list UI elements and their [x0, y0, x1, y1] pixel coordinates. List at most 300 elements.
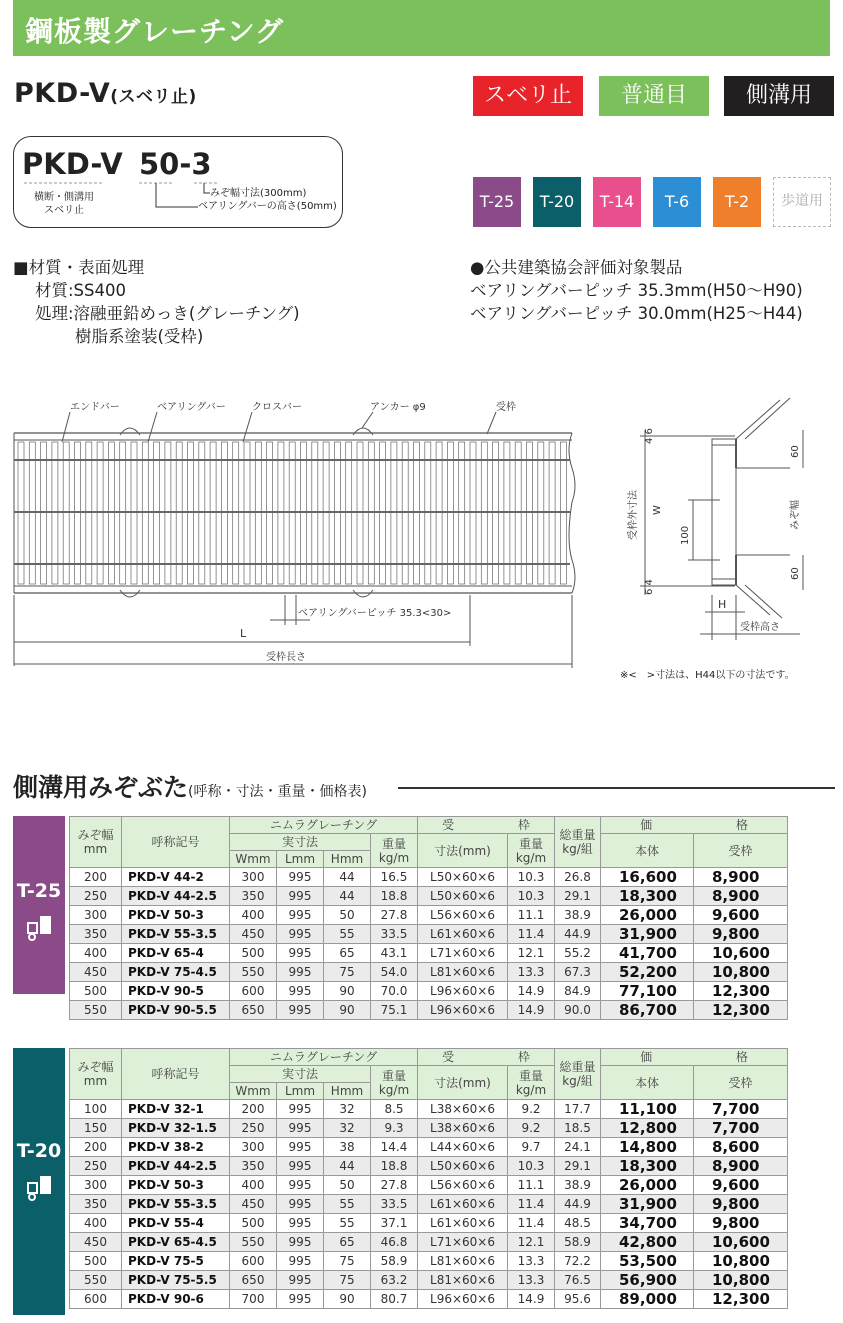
col-total: 総重量 kg/組: [555, 817, 601, 868]
table-cell: 50: [324, 1176, 371, 1195]
table-cell: L96×60×6: [418, 982, 508, 1001]
table-cell: 42,800: [601, 1233, 694, 1252]
table-cell: 8,900: [694, 868, 788, 887]
table-cell: PKD-V 55-3.5: [122, 925, 230, 944]
table-cell: 31,900: [601, 925, 694, 944]
table-cell: 41,700: [601, 944, 694, 963]
table-cell: 9.2: [508, 1119, 555, 1138]
col-code: 呼称記号: [122, 1049, 230, 1100]
label-frame: 受枠: [496, 402, 516, 413]
table-cell: 9,800: [694, 925, 788, 944]
table-cell: 995: [277, 1195, 324, 1214]
material-line: 材質:SS400: [35, 281, 126, 300]
table-cell: PKD-V 32-1: [122, 1100, 230, 1119]
table-row: [70, 925, 788, 944]
table-cell: 500: [70, 982, 122, 1001]
table-cell: 33.5: [371, 925, 418, 944]
table-cell: 550: [230, 963, 277, 982]
table-cell: 995: [277, 906, 324, 925]
section-title-main: 側溝用みぞぶた: [13, 773, 189, 802]
label-outer: 受枠外寸法: [628, 490, 639, 540]
table-cell: 27.8: [371, 906, 418, 925]
table-cell: 11.4: [508, 925, 555, 944]
t25-price-table: [69, 816, 788, 1020]
table-cell: 300: [70, 1176, 122, 1195]
table-cell: 550: [230, 1233, 277, 1252]
table-row: [70, 1138, 788, 1157]
col-price: 価 格: [601, 817, 788, 834]
table-cell: 10.3: [508, 887, 555, 906]
table-cell: 46.8: [371, 1233, 418, 1252]
code-leader-lines: [14, 137, 344, 229]
table-cell: 400: [230, 906, 277, 925]
table-cell: 600: [70, 1290, 122, 1309]
col-grating: ニムラグレーチング: [230, 1049, 418, 1066]
table-cell: 9,800: [694, 1195, 788, 1214]
label-frame-length: 受枠長さ: [266, 652, 306, 663]
table-cell: L38×60×6: [418, 1100, 508, 1119]
model-sub: (スベリ止): [110, 87, 197, 107]
table-cell: 86,700: [601, 1001, 694, 1020]
table-cell: 75: [324, 1252, 371, 1271]
col-body-price: 本体: [601, 1066, 694, 1100]
table-cell: 10,600: [694, 944, 788, 963]
col-weight: 重量 kg/m: [371, 834, 418, 868]
dim-46: 4 6: [644, 428, 655, 444]
table-cell: 84.9: [555, 982, 601, 1001]
table-cell: 400: [70, 1214, 122, 1233]
table-cell: 400: [230, 1176, 277, 1195]
table-cell: 995: [277, 1176, 324, 1195]
table-row: [70, 1176, 788, 1195]
table-cell: 53,500: [601, 1252, 694, 1271]
table-cell: 27.8: [371, 1176, 418, 1195]
table-cell: L96×60×6: [418, 1001, 508, 1020]
table-row: [70, 1271, 788, 1290]
table-cell: 48.5: [555, 1214, 601, 1233]
table-cell: 12.1: [508, 944, 555, 963]
table-cell: 9.3: [371, 1119, 418, 1138]
col-frame-weight: 重量 kg/m: [508, 834, 555, 868]
code-explanation-box: [13, 136, 343, 228]
table-cell: PKD-V 90-6: [122, 1290, 230, 1309]
table-cell: 50: [324, 906, 371, 925]
table-cell: 77,100: [601, 982, 694, 1001]
table-cell: 16.5: [371, 868, 418, 887]
table-cell: 65: [324, 1233, 371, 1252]
table-row: [70, 1001, 788, 1020]
table-cell: L44×60×6: [418, 1138, 508, 1157]
load-t6: T-6: [653, 177, 701, 227]
col-grating: ニムラグレーチング: [230, 817, 418, 834]
table-cell: 13.3: [508, 1271, 555, 1290]
table-cell: 90: [324, 1001, 371, 1020]
table-cell: 10,800: [694, 1271, 788, 1290]
table-cell: 650: [230, 1271, 277, 1290]
table-cell: L81×60×6: [418, 963, 508, 982]
table-cell: PKD-V 90-5: [122, 982, 230, 1001]
load-t14: T-14: [593, 177, 641, 227]
truck-icon: [27, 916, 51, 940]
table-cell: 450: [230, 925, 277, 944]
col-l: Lmm: [277, 1083, 324, 1100]
table-cell: 200: [70, 1138, 122, 1157]
dim-60-bottom: 60: [790, 567, 801, 580]
table-cell: 995: [277, 868, 324, 887]
table-cell: 350: [230, 1157, 277, 1176]
table-cell: 10,800: [694, 963, 788, 982]
col-dims: 寸法(mm): [418, 834, 508, 868]
table-cell: L96×60×6: [418, 1290, 508, 1309]
table-cell: 450: [70, 963, 122, 982]
dim-100: 100: [680, 525, 691, 545]
table-cell: 24.1: [555, 1138, 601, 1157]
table-row: [70, 963, 788, 982]
table-cell: 10.3: [508, 868, 555, 887]
table-cell: 29.1: [555, 887, 601, 906]
table-cell: L50×60×6: [418, 1157, 508, 1176]
table-row: [70, 868, 788, 887]
table-cell: 14.9: [508, 1290, 555, 1309]
tag-standard-mesh: [599, 76, 709, 116]
treatment-line: 処理:溶融亜鉛めっき(グレーチング): [35, 304, 300, 323]
table-cell: PKD-V 38-2: [122, 1138, 230, 1157]
col-dims: 寸法(mm): [418, 1066, 508, 1100]
table-cell: 44: [324, 868, 371, 887]
table-cell: 8,900: [694, 1157, 788, 1176]
table-cell: 14.4: [371, 1138, 418, 1157]
table-cell: 700: [230, 1290, 277, 1309]
table-cell: 11.4: [508, 1214, 555, 1233]
table-cell: 18.5: [555, 1119, 601, 1138]
table-cell: 300: [230, 1138, 277, 1157]
model-name: PKD-V: [14, 78, 111, 109]
table-cell: PKD-V 44-2.5: [122, 1157, 230, 1176]
label-W: W: [652, 505, 663, 515]
table-cell: PKD-V 75-4.5: [122, 963, 230, 982]
table-cell: 150: [70, 1119, 122, 1138]
table-cell: 350: [70, 1195, 122, 1214]
col-groove: みぞ幅 mm: [70, 1049, 122, 1100]
table-cell: 16,600: [601, 868, 694, 887]
table-cell: 995: [277, 1233, 324, 1252]
col-groove: みぞ幅 mm: [70, 817, 122, 868]
table-cell: 54.0: [371, 963, 418, 982]
table-cell: 14.9: [508, 1001, 555, 1020]
table-cell: 12,800: [601, 1119, 694, 1138]
table-cell: 55: [324, 1214, 371, 1233]
col-price: 価 格: [601, 1049, 788, 1066]
certification-section: [470, 256, 803, 325]
technical-drawing: [0, 390, 843, 670]
col-body-price: 本体: [601, 834, 694, 868]
table-cell: 76.5: [555, 1271, 601, 1290]
table-cell: 400: [70, 944, 122, 963]
table-cell: 58.9: [371, 1252, 418, 1271]
table-cell: 18,300: [601, 887, 694, 906]
table-cell: L61×60×6: [418, 1195, 508, 1214]
table-cell: 995: [277, 1001, 324, 1020]
material-section: [13, 256, 300, 348]
table-cell: 32: [324, 1100, 371, 1119]
table-cell: 75: [324, 963, 371, 982]
table-cell: 100: [70, 1100, 122, 1119]
table-cell: 11,100: [601, 1100, 694, 1119]
table-cell: 43.1: [371, 944, 418, 963]
table-cell: L71×60×6: [418, 944, 508, 963]
table-cell: 995: [277, 1119, 324, 1138]
table-cell: 995: [277, 1157, 324, 1176]
col-w: Wmm: [230, 851, 277, 868]
table-row: [70, 906, 788, 925]
table-cell: 12,300: [694, 1001, 788, 1020]
table-cell: L56×60×6: [418, 1176, 508, 1195]
label-groove-width: みぞ幅: [790, 500, 801, 530]
table-cell: 995: [277, 1214, 324, 1233]
table-cell: 11.4: [508, 1195, 555, 1214]
table-cell: 44.9: [555, 925, 601, 944]
table-cell: 17.7: [555, 1100, 601, 1119]
table-cell: PKD-V 50-3: [122, 906, 230, 925]
table-cell: 550: [70, 1001, 122, 1020]
col-actual: 実寸法: [230, 1066, 371, 1083]
table-cell: 300: [70, 906, 122, 925]
table-row: [70, 1233, 788, 1252]
table-row: [70, 1157, 788, 1176]
dimension-note: ※< >寸法は、H44以下の寸法です。: [620, 670, 795, 681]
table-cell: 80.7: [371, 1290, 418, 1309]
table-cell: 9,600: [694, 906, 788, 925]
table-cell: 12.1: [508, 1233, 555, 1252]
table-cell: PKD-V 90-5.5: [122, 1001, 230, 1020]
tag-anti-slip: [473, 76, 583, 116]
table-cell: 600: [230, 1252, 277, 1271]
table-cell: 52,200: [601, 963, 694, 982]
code-height-note: ベアリングバーの高さ(50mm): [198, 201, 337, 212]
table-cell: 12,300: [694, 1290, 788, 1309]
cert-line-2: ベアリングバーピッチ 30.0mm(H25〜H44): [470, 304, 803, 323]
table-cell: 450: [230, 1195, 277, 1214]
col-h: Hmm: [324, 851, 371, 868]
label-end-bar: エンドバー: [70, 402, 120, 413]
table-row: [70, 1290, 788, 1309]
table-row: [70, 1119, 788, 1138]
table-cell: 13.3: [508, 963, 555, 982]
table-cell: 8.5: [371, 1100, 418, 1119]
material-heading: ■材質・表面処理: [13, 258, 145, 277]
table-cell: 9,600: [694, 1176, 788, 1195]
table-cell: 26,000: [601, 906, 694, 925]
table-cell: 650: [230, 1001, 277, 1020]
label-H: H: [718, 598, 727, 611]
table-cell: 200: [70, 868, 122, 887]
load-t20: T-20: [533, 177, 581, 227]
code-width-note: みぞ幅寸法(300mm): [210, 188, 307, 199]
table-cell: 7,700: [694, 1100, 788, 1119]
table-cell: 44.9: [555, 1195, 601, 1214]
table-cell: 37.1: [371, 1214, 418, 1233]
label-pitch: ベアリングバーピッチ 35.3<30>: [298, 608, 452, 619]
table-cell: L71×60×6: [418, 1233, 508, 1252]
table-cell: 550: [70, 1271, 122, 1290]
col-frame-price: 受枠: [694, 834, 788, 868]
table-row: [70, 1214, 788, 1233]
table-cell: 34,700: [601, 1214, 694, 1233]
table-cell: 995: [277, 1138, 324, 1157]
bearing-bars: [14, 442, 570, 584]
tag-label: 側溝用: [745, 83, 812, 108]
col-l: Lmm: [277, 851, 324, 868]
table-cell: 200: [230, 1100, 277, 1119]
col-frame: 受 枠: [418, 817, 555, 834]
cert-line: ベアリングバーピッチ 35.3mm(H50〜H90): [470, 281, 803, 300]
table-cell: 67.3: [555, 963, 601, 982]
table-cell: 9,800: [694, 1214, 788, 1233]
t20-label: T-20: [16, 1140, 62, 1162]
table-cell: PKD-V 32-1.5: [122, 1119, 230, 1138]
table-row: [70, 944, 788, 963]
table-cell: 65: [324, 944, 371, 963]
t20-sidebar: [13, 1048, 65, 1315]
table-cell: 995: [277, 1290, 324, 1309]
table-cell: L81×60×6: [418, 1252, 508, 1271]
col-actual: 実寸法: [230, 834, 371, 851]
table-cell: 995: [277, 982, 324, 1001]
table-cell: L50×60×6: [418, 868, 508, 887]
table-cell: 995: [277, 944, 324, 963]
table-cell: PKD-V 75-5: [122, 1252, 230, 1271]
table-cell: 55.2: [555, 944, 601, 963]
load-t2: T-2: [713, 177, 761, 227]
table-cell: 29.1: [555, 1157, 601, 1176]
tag-label: 普通目: [620, 83, 687, 108]
table-cell: 18.8: [371, 887, 418, 906]
table-cell: 995: [277, 887, 324, 906]
t20-price-table: [69, 1048, 788, 1309]
tag-label: スベリ止: [483, 83, 572, 108]
table-cell: L50×60×6: [418, 887, 508, 906]
table-cell: PKD-V 65-4.5: [122, 1233, 230, 1252]
tag-side-ditch: [724, 76, 834, 116]
table-cell: 56,900: [601, 1271, 694, 1290]
t25-sidebar: [13, 816, 65, 994]
col-weight: 重量 kg/m: [371, 1066, 418, 1100]
table-cell: 90: [324, 982, 371, 1001]
code-size: 50-3: [139, 147, 212, 181]
table-cell: 26.8: [555, 868, 601, 887]
table-cell: 10,600: [694, 1233, 788, 1252]
table-cell: 11.1: [508, 1176, 555, 1195]
table-cell: 89,000: [601, 1290, 694, 1309]
table-cell: 18.8: [371, 1157, 418, 1176]
table-cell: 450: [70, 1233, 122, 1252]
table-cell: 72.2: [555, 1252, 601, 1271]
label-frame-height: 受枠高さ: [740, 622, 780, 633]
code-prefix: PKD-V: [22, 147, 123, 181]
table-cell: 995: [277, 1100, 324, 1119]
table-cell: 8,600: [694, 1138, 788, 1157]
table-cell: L81×60×6: [418, 1271, 508, 1290]
table-cell: 90.0: [555, 1001, 601, 1020]
table-cell: 500: [230, 944, 277, 963]
table-cell: 250: [70, 887, 122, 906]
table-cell: 600: [230, 982, 277, 1001]
table-cell: 38: [324, 1138, 371, 1157]
dim-64: 6 4: [644, 579, 655, 595]
table-cell: 12,300: [694, 982, 788, 1001]
table-cell: PKD-V 55-4: [122, 1214, 230, 1233]
table-row: [70, 1195, 788, 1214]
table-cell: 500: [70, 1252, 122, 1271]
table-cell: L38×60×6: [418, 1119, 508, 1138]
col-code: 呼称記号: [122, 817, 230, 868]
table-cell: 32: [324, 1119, 371, 1138]
table-cell: 10.3: [508, 1157, 555, 1176]
col-frame-price: 受枠: [694, 1066, 788, 1100]
table-cell: 14.9: [508, 982, 555, 1001]
table-cell: 350: [230, 887, 277, 906]
table-cell: 26,000: [601, 1176, 694, 1195]
table-cell: 58.9: [555, 1233, 601, 1252]
table-cell: 90: [324, 1290, 371, 1309]
table-cell: 11.1: [508, 906, 555, 925]
table-cell: L56×60×6: [418, 906, 508, 925]
table-cell: PKD-V 44-2.5: [122, 887, 230, 906]
col-frame-weight: 重量 kg/m: [508, 1066, 555, 1100]
col-w: Wmm: [230, 1083, 277, 1100]
table-cell: PKD-V 50-3: [122, 1176, 230, 1195]
table-cell: 75: [324, 1271, 371, 1290]
table-cell: 9.7: [508, 1138, 555, 1157]
section-title: [13, 768, 835, 804]
table-cell: PKD-V 75-5.5: [122, 1271, 230, 1290]
table-cell: PKD-V 44-2: [122, 868, 230, 887]
table-cell: L61×60×6: [418, 1214, 508, 1233]
table-cell: L61×60×6: [418, 925, 508, 944]
col-frame: 受 枠: [418, 1049, 555, 1066]
table-cell: 95.6: [555, 1290, 601, 1309]
treatment-line-2: 樹脂系塗装(受枠): [75, 327, 204, 346]
label-L: L: [240, 627, 247, 640]
table-cell: 14,800: [601, 1138, 694, 1157]
table-cell: 44: [324, 1157, 371, 1176]
t25-label: T-25: [16, 880, 62, 902]
load-sidewalk: 歩道用: [773, 177, 831, 227]
section-rule: [398, 787, 835, 789]
table-cell: 13.3: [508, 1252, 555, 1271]
table-cell: 250: [70, 1157, 122, 1176]
table-cell: 9.2: [508, 1100, 555, 1119]
table-cell: PKD-V 65-4: [122, 944, 230, 963]
dim-60-top: 60: [790, 445, 801, 458]
table-cell: 995: [277, 925, 324, 944]
table-cell: 995: [277, 1252, 324, 1271]
label-anchor: アンカー φ9: [370, 402, 426, 413]
table-cell: 38.9: [555, 1176, 601, 1195]
table-row: [70, 1252, 788, 1271]
truck-icon: [27, 1176, 51, 1200]
table-cell: 300: [230, 868, 277, 887]
load-t25: T-25: [473, 177, 521, 227]
table-cell: 38.9: [555, 906, 601, 925]
table-row: [70, 1100, 788, 1119]
table-cell: 18,300: [601, 1157, 694, 1176]
table-cell: 7,700: [694, 1119, 788, 1138]
table-cell: 995: [277, 1271, 324, 1290]
label-bearing-bar: ベアリングバー: [157, 402, 226, 413]
table-cell: 250: [230, 1119, 277, 1138]
table-row: [70, 982, 788, 1001]
